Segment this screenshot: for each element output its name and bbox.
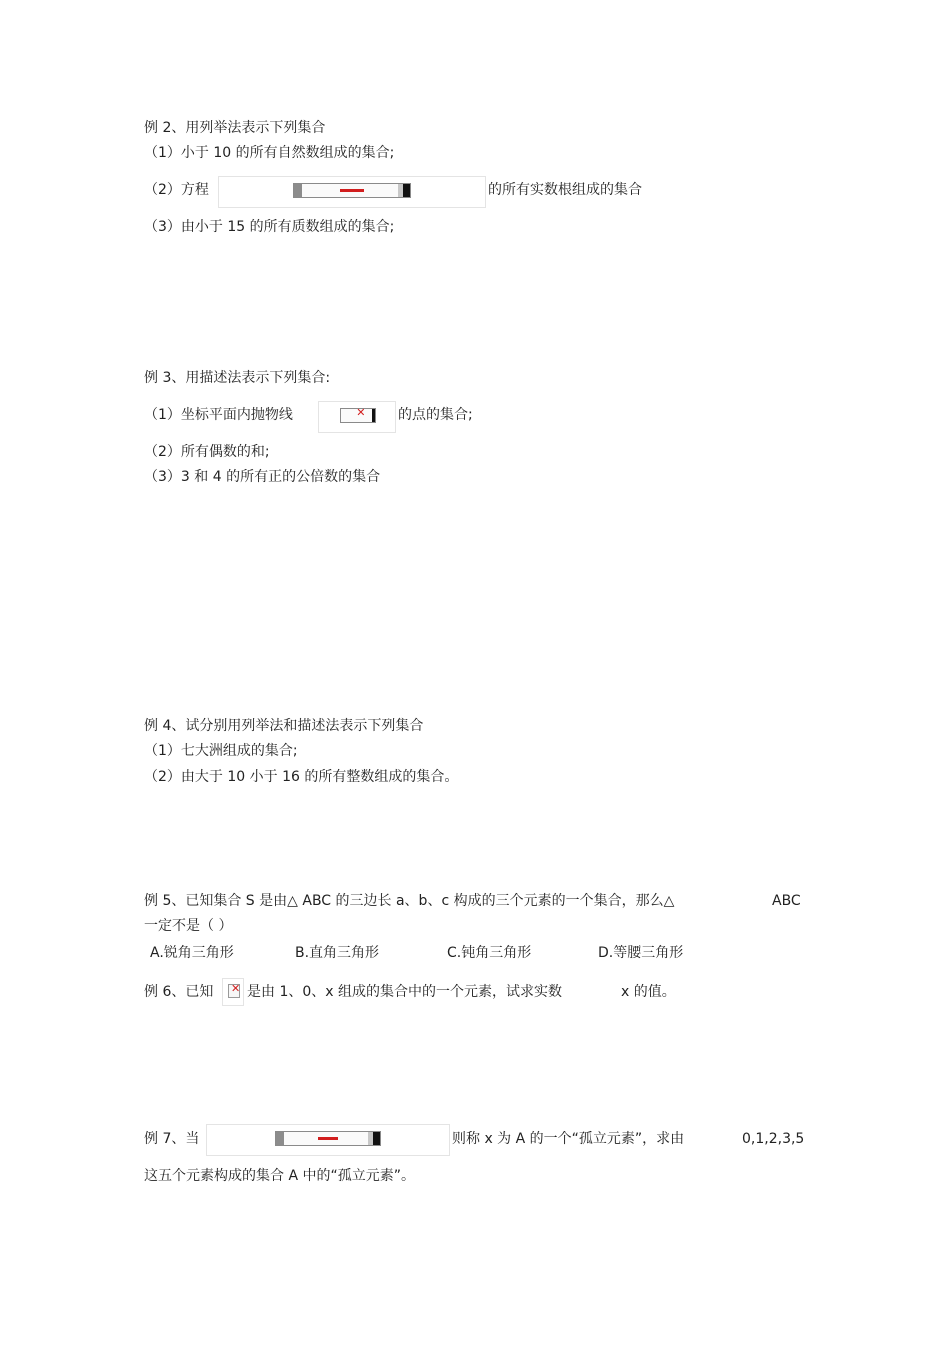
option-c: C.钝角三角形 — [447, 945, 532, 961]
ex2-q2-prefix: （2）方程 — [144, 182, 209, 198]
ex2-title: 例 2、用列举法表示下列集合 — [144, 120, 326, 136]
ex6-suffix: x 的值。 — [621, 984, 676, 1000]
broken-image-icon: ✕ — [228, 984, 240, 998]
ex7-middle: 则称 x 为 A 的一个“孤立元素”，求由 — [452, 1131, 685, 1147]
ex3-q3: （3）3 和 4 的所有正的公倍数的集合 — [144, 469, 381, 485]
ex5-line1: 例 5、已知集合 S 是由△ ABC 的三边长 a、b、c 构成的三个元素的一个集合，那么△ — [144, 893, 675, 909]
equation-image — [218, 176, 486, 208]
ex2-q2-suffix: 的所有实数根组成的集合 — [488, 182, 642, 198]
expression-image — [222, 978, 244, 1006]
ex2-q3: （3）由小于 15 的所有质数组成的集合; — [144, 219, 395, 235]
ex3-q2: （2）所有偶数的和; — [144, 444, 270, 460]
ex3-q1-prefix: （1）坐标平面内抛物线 — [144, 407, 293, 423]
ex7-prefix: 例 7、当 — [144, 1131, 200, 1147]
option-b: B.直角三角形 — [295, 945, 380, 961]
ex6-middle: 是由 1、0、x 组成的集合中的一个元素，试求实数 — [247, 984, 562, 1000]
ex6-prefix: 例 6、已知 — [144, 984, 214, 1000]
option-a: A.锐角三角形 — [150, 945, 234, 961]
ex2-q1: （1）小于 10 的所有自然数组成的集合; — [144, 145, 395, 161]
ex7-line2: 这五个元素构成的集合 A 中的“孤立元素”。 — [144, 1168, 415, 1184]
ex5-line2: 一定不是（ ） — [144, 918, 233, 934]
ex7-numbers: 0,1,2,3,5 — [742, 1131, 805, 1147]
ex3-q1-suffix: 的点的集合; — [398, 407, 473, 423]
broken-image-icon: ✕ — [340, 408, 376, 423]
ex4-title: 例 4、试分别用列举法和描述法表示下列集合 — [144, 718, 424, 734]
ex5-line1-tail: ABC — [772, 893, 801, 909]
ex3-title: 例 3、用描述法表示下列集合: — [144, 370, 331, 386]
condition-image — [206, 1124, 450, 1156]
ex4-q2: （2）由大于 10 小于 16 的所有整数组成的集合。 — [144, 769, 459, 785]
option-d: D.等腰三角形 — [598, 945, 684, 961]
ex4-q1: （1）七大洲组成的集合; — [144, 743, 298, 759]
parabola-formula-image — [318, 401, 396, 433]
broken-image-icon — [293, 183, 411, 198]
broken-image-icon — [275, 1131, 381, 1146]
